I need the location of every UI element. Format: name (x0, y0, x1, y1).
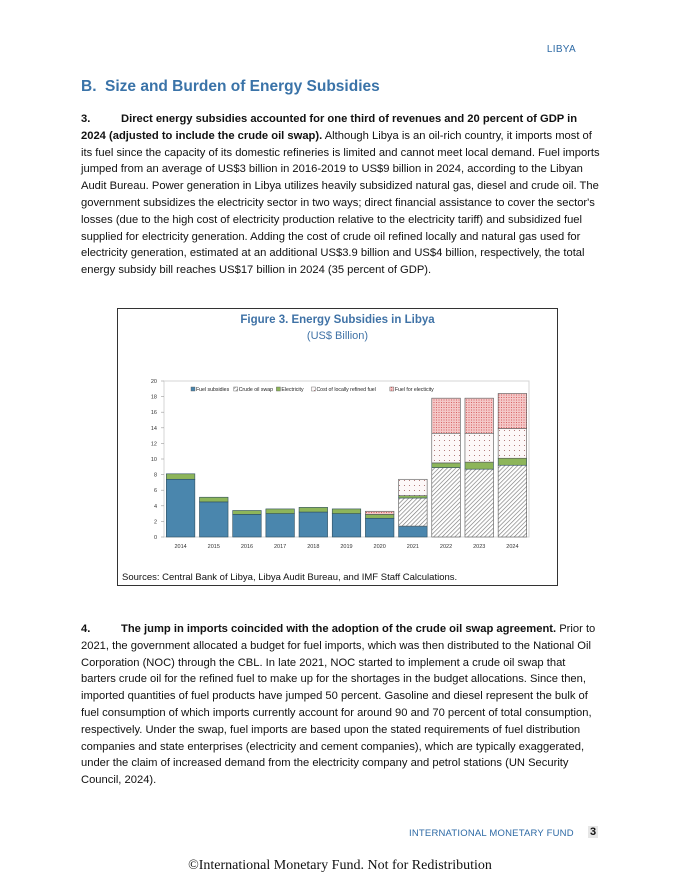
section-title-text: Size and Burden of Energy Subsidies (105, 78, 380, 95)
bar-segment (432, 468, 461, 537)
bar-segment (399, 496, 428, 498)
legend-label: Fuel subsidies (196, 387, 230, 393)
bar-segment (166, 474, 195, 479)
bar-segment (299, 512, 328, 537)
paragraph-number: 3. (81, 113, 91, 125)
bar-segment (266, 509, 295, 514)
bar-segment (365, 511, 394, 514)
x-tick-label: 2023 (473, 544, 486, 550)
bar-segment (299, 507, 328, 512)
x-tick-label: 2021 (406, 544, 419, 550)
bar-segment (233, 510, 262, 514)
legend-swatch (276, 387, 280, 391)
bar-segment (365, 518, 394, 537)
bar-segment (498, 393, 527, 428)
y-tick-label: 4 (153, 503, 157, 510)
legend-swatch (390, 387, 394, 391)
x-tick-label: 2017 (274, 544, 287, 550)
section-title (81, 78, 380, 96)
bar-segment (266, 514, 295, 537)
bar-segment (200, 502, 229, 537)
paragraph-number: 4. (81, 623, 91, 635)
y-tick-label: 16 (150, 410, 157, 417)
bar-segment (233, 514, 262, 537)
bar-segment (465, 433, 494, 462)
legend-swatch (234, 387, 238, 391)
bar-segment (498, 429, 527, 459)
bar-segment (332, 509, 361, 514)
paragraph-lead: The jump in imports coincided with the adoption of the crude oil swap agreement. (121, 623, 557, 635)
paragraph-4 (81, 621, 601, 789)
bar-segment (399, 526, 428, 537)
bar-segment (399, 479, 428, 495)
y-tick-label: 12 (150, 441, 157, 448)
bar-segment (399, 498, 428, 526)
copyright-notice: ©International Monetary Fund. Not for Redistribution (188, 858, 492, 873)
figure-title: Figure 3. Energy Subsidies in Libya (240, 314, 435, 326)
x-tick-label: 2022 (439, 544, 453, 550)
figure-3 (117, 308, 558, 586)
page-number: 3 (590, 826, 597, 838)
x-tick-label: 2020 (373, 544, 386, 550)
legend-swatch (311, 387, 315, 391)
y-tick-label: 2 (153, 519, 157, 526)
paragraph-body: Prior to 2021, the government allocated a budget for fuel imports, which was then distributed to the National Oil Corporation (NOC) through the CBL. In late 2021, NOC started to implement a crude oil swap that barters crude oil for the refined fuel to make up for the shortages in the budget allocations. Since then, imported quantities of fuel products have jumped 50 percent. Gasoline and diesel represent the bulk of fuel consumption of which imports currently account for around 90 and 70 percent of total consumption, respectively. Under the swap, fuel imports are based upon the stated requirements of fuel distribution companies and state enterprises (electricity and cement companies), which are typically exaggerated, under the claim of increased demand from the electricity company and petrol stations (UN Security Council, 2024). (81, 623, 596, 787)
section-letter: B. (81, 78, 97, 95)
bar-segment (498, 465, 527, 537)
x-tick-label: 2016 (240, 544, 254, 550)
legend-label: Electricity (281, 387, 304, 393)
y-tick-label: 20 (150, 379, 157, 385)
bar-segment (200, 497, 229, 502)
bar-segment (465, 398, 494, 433)
x-tick-label: 2024 (506, 544, 519, 550)
legend-swatch (191, 387, 195, 391)
bar-segment (332, 514, 361, 537)
x-tick-label: 2018 (307, 544, 320, 550)
x-tick-label: 2014 (174, 544, 187, 550)
bar-segment (432, 463, 461, 468)
legend-label: Cost of locally refined fuel (316, 387, 376, 393)
footer-organization: INTERNATIONAL MONETARY FUND (409, 828, 574, 839)
legend-label: Fuel for electicity (394, 387, 434, 393)
x-tick-label: 2019 (340, 544, 353, 550)
stacked-bar-chart (118, 309, 557, 585)
paragraph-lead: Direct energy subsidies accounted for one third of revenues and 20 percent of GDP in 2024 (adjusted to include the crude oil swap). (81, 113, 578, 142)
y-tick-label: 0 (153, 535, 157, 541)
bar-segment (498, 458, 527, 465)
bar-segment (465, 469, 494, 537)
bar-segment (465, 462, 494, 469)
bar-segment (432, 398, 461, 433)
figure-subtitle: (US$ Billion) (306, 330, 369, 342)
y-tick-label: 8 (153, 472, 157, 479)
y-tick-label: 14 (150, 425, 157, 432)
y-tick-label: 6 (153, 488, 157, 495)
legend-label: Crude oil swap (238, 387, 274, 393)
bar-segment (166, 479, 195, 537)
y-tick-label: 18 (150, 394, 157, 401)
bar-segment (432, 433, 461, 463)
bar-segment (365, 514, 394, 518)
y-tick-label: 10 (150, 457, 157, 463)
paragraph-body: Although Libya is an oil-rich country, it imports most of its fuel since the capacity of its domestic refineries is limited and cannot meet local demand. Fuel imports jumped from an average of US$3 billion in 2016-2019 to US$9 billion in 2024, according to the Libyan Audit Bureau. Power generation in Libya utilizes heavily subsidized natural gas, diesel and crude oil. The government subsidizes the electricity sector in two ways; direct financial assistance to cover the sector's losses (due to the high cost of electricity production relative to the electricity tariff) and subsidized fuel supplied for electricity generation. Adding the cost of crude oil refined locally and natural gas used for electricity generation, estimated at an additional US$3.9 billion and US$4 billion, respectively, the total energy subsidy bill reaches US$17 billion in 2024 (35 percent of GDP). (81, 129, 600, 277)
running-head: LIBYA (546, 44, 576, 55)
x-tick-label: 2015 (207, 544, 220, 550)
paragraph-3 (81, 111, 601, 279)
figure-source: Sources: Central Bank of Libya, Libya Audit Bureau, and IMF Staff Calculations. (122, 572, 458, 583)
